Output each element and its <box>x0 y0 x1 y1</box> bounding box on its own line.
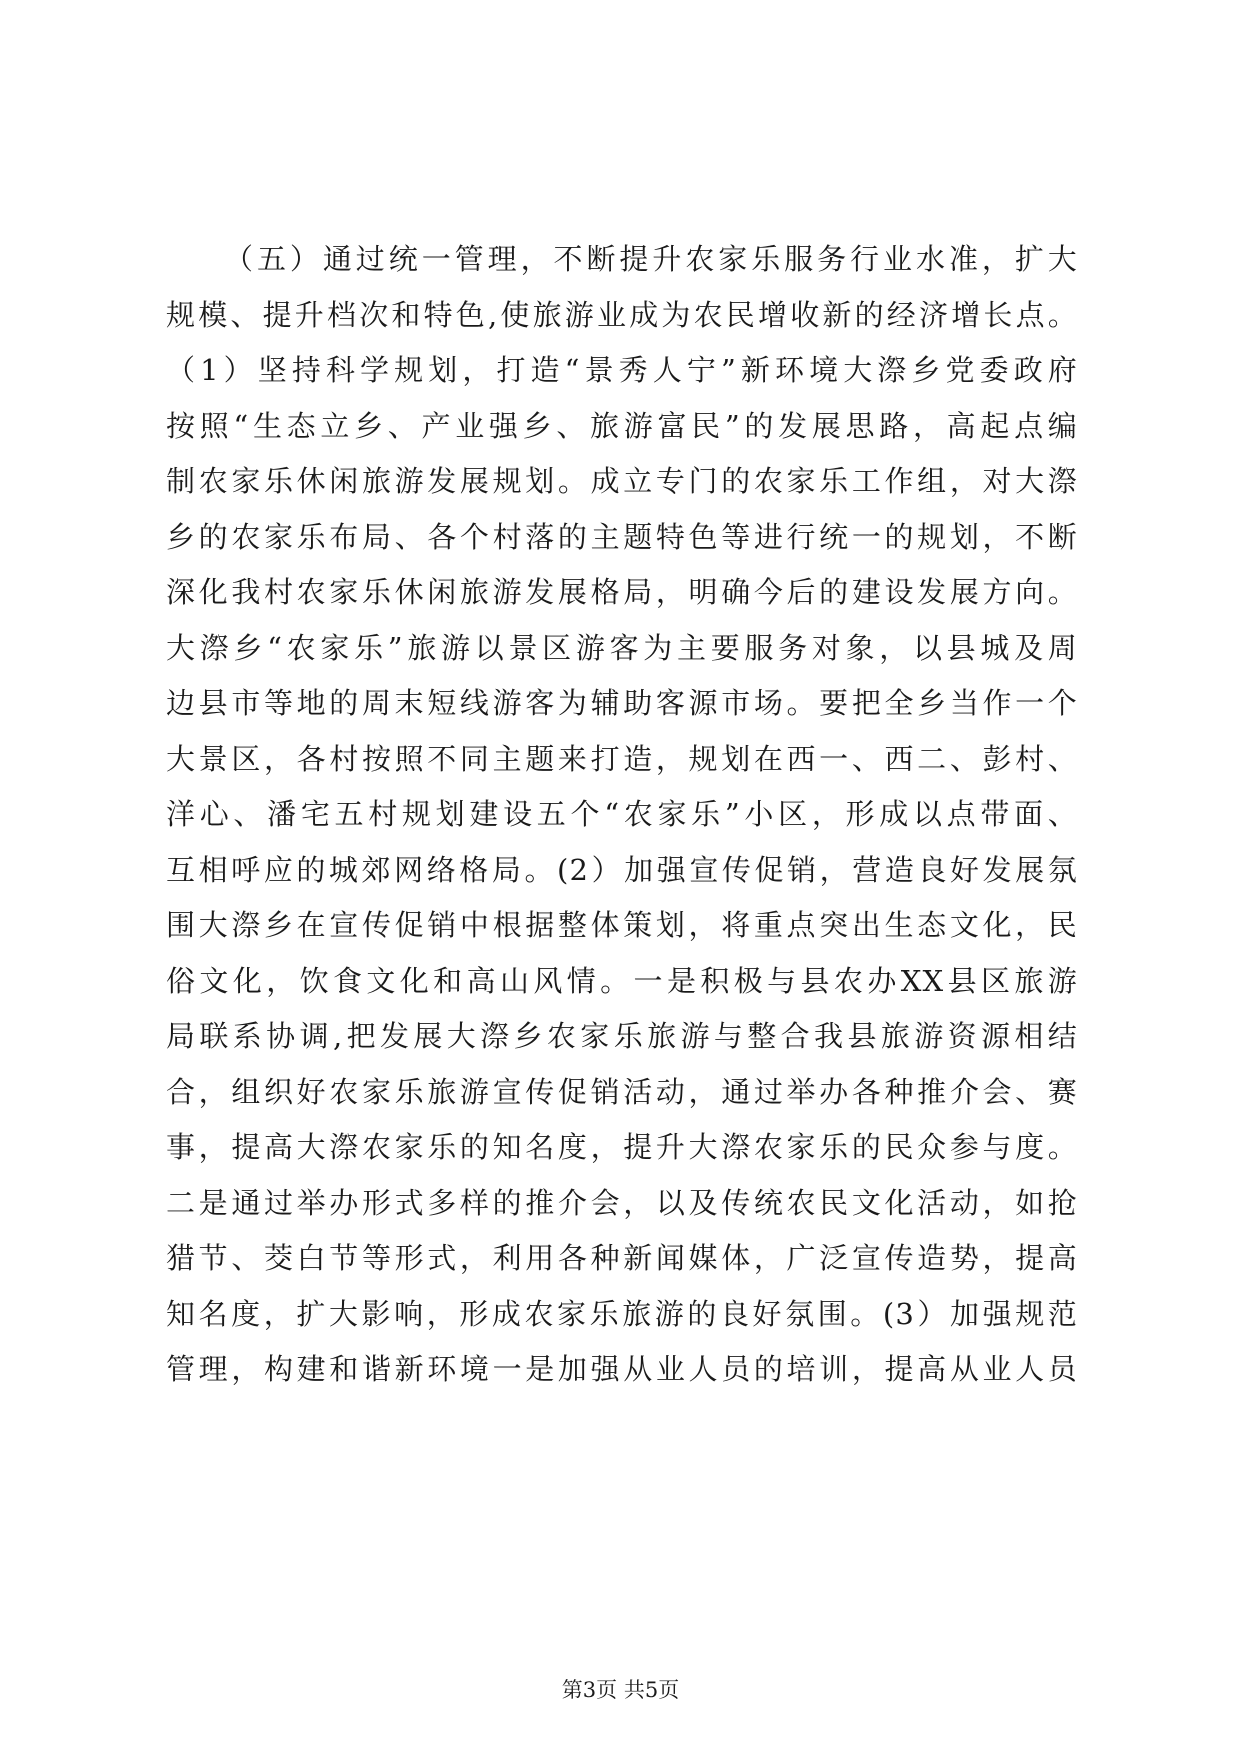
paragraph-line: 大漈乡“农家乐”旅游以景区游客为主要服务对象，以县城及周 <box>166 630 1078 665</box>
paragraph-line: 事，提高大漈农家乐的知名度，提升大漈农家乐的民众参与度。 <box>166 1130 1078 1164</box>
paragraph-line: 制农家乐休闲旅游发展规划。成立专门的农家乐工作组，对大漈 <box>166 464 1078 498</box>
paragraph-line: （1）坚持科学规划，打造“景秀人宁”新环境大漈乡党委政府 <box>166 353 1078 387</box>
paragraph-line: （五）通过统一管理，不断提升农家乐服务行业水准，扩大 <box>224 242 1078 276</box>
body-text <box>166 232 1078 1398</box>
paragraph-line: 洋心、潘宅五村规划建设五个“农家乐”小区，形成以点带面、 <box>166 797 1078 831</box>
page-number-footer: 第3页 共5页 <box>561 1678 680 1702</box>
paragraph-line: 管理，构建和谐新环境一是加强从业人员的培训，提高从业人员 <box>166 1352 1078 1386</box>
paragraph-line: 大景区，各村按照不同主题来打造，规划在西一、西二、彭村、 <box>166 741 1078 776</box>
paragraph-line: 围大漈乡在宣传促销中根据整体策划，将重点突出生态文化，民 <box>166 908 1078 942</box>
paragraph-line: 规模、提升档次和特色,使旅游业成为农民增收新的经济增长点。 <box>166 297 1078 332</box>
paragraph-line: 合，组织好农家乐旅游宣传促销活动，通过举办各种推介会、赛 <box>166 1074 1078 1109</box>
paragraph-line: 深化我村农家乐休闲旅游发展格局，明确今后的建设发展方向。 <box>166 575 1078 609</box>
paragraph-line: 按照“生态立乡、产业强乡、旅游富民”的发展思路，高起点编 <box>166 408 1078 443</box>
paragraph-line: 局联系协调,把发展大漈乡农家乐旅游与整合我县旅游资源相结 <box>166 1019 1078 1053</box>
paragraph-line: 边县市等地的周末短线游客为辅助客源市场。要把全乡当作一个 <box>166 686 1078 720</box>
paragraph-line: 猎节、茭白节等形式，利用各种新闻媒体，广泛宣传造势，提高 <box>166 1241 1078 1275</box>
paragraph-line: 二是通过举办形式多样的推介会，以及传统农民文化活动，如抢 <box>166 1185 1078 1220</box>
paragraph-line: 互相呼应的城郊网络格局。(2）加强宣传促销，营造良好发展氛 <box>166 852 1078 887</box>
paragraph-line: 乡的农家乐布局、各个村落的主题特色等进行统一的规划，不断 <box>166 519 1078 554</box>
paragraph-line: 知名度，扩大影响，形成农家乐旅游的良好氛围。(3）加强规范 <box>166 1296 1078 1331</box>
paragraph-line: 俗文化，饮食文化和高山风情。一是积极与县农办XX县区旅游 <box>166 963 1078 998</box>
